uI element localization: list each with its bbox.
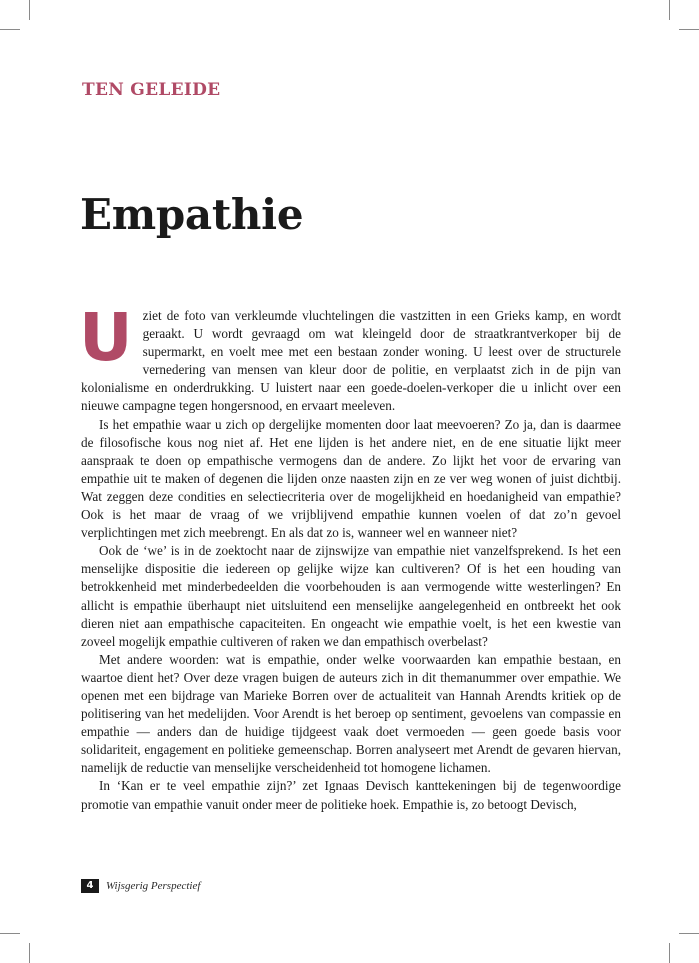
- crop-mark-bottom-right: [669, 943, 670, 963]
- crop-mark-bottom-right-h: [679, 933, 699, 934]
- page-footer: [81, 879, 200, 893]
- paragraph-1: [79, 299, 621, 416]
- crop-mark-top-left-h: [0, 29, 20, 30]
- paragraph-5: In ‘Kan er te veel empathie zijn?’ zet Ignaas Devisch kanttekeningen bij de tegenwoordige promotie van empathie vanuit onder meer de politieke hoek. Empathie is, zo betoogt Devisch,: [81, 778, 621, 812]
- section-label: TEN GELEIDE: [82, 80, 221, 100]
- paragraph-4: Met andere woorden: wat is empathie, onder welke voorwaarden kan empathie bestaan, en waartoe dient het? Over deze vragen buigen de auteurs zich in dit themanummer over empathie. We openen met een bijdrage van Marieke Borren over de actualiteit van Hannah Arendts kritiek op de politisering van het medelijden. Voor Arendt is het beroep op sentiment, gevoelens van compassie en empathie — anders dan de huidige tijdgeest vaak doet vermoeden — geen goede basis voor solidariteit, engagement en politieke gemeenschap. Borren analyseert met Arendt de gevaren hiervan, namelijk de reductie van menselijke verscheidenheid tot homogene lichamen.: [81, 651, 621, 776]
- paragraph-3: Ook de ‘we’ is in de zoektocht naar de zijnswijze van empathie niet vanzelfsprekend. Is het een menselijke dispositie die iedereen op gelijke wijze kan cultiveren? Of is het een houding van betrokkenheid met minderbedeelden die voorbehouden is aan vermogende witte westerlingen? En allicht is empathie überhaupt niet uitsluitend een menselijke aangelegenheid en ontbreekt het ook dieren niet aan empathische capaciteiten. En ongeacht wie empathie voelt, is het een kwestie van zoveel mogelijk empathie cultiveren of raken we dan empathisch overbelast?: [81, 543, 621, 649]
- crop-mark-bottom-left: [29, 943, 30, 963]
- paragraph-1-text: ziet de foto van verkleumde vluchtelingen die vastzitten in een Grieks kamp, en wordt geraakt. U wordt gevraagd om wat kleingeld door de straatkrantverkoper bij de supermarkt, en voelt mee met een bestaan zonder woning. U leest over de structurele vernedering van mensen van kleur door de politie, en verplaatst zich in de pijn van kolonialisme en onderdrukking. U luistert naar een goede-doelen-verkoper die u inlicht over een nieuwe campagne tegen hongersnood, en ervaart meeleven.: [81, 308, 621, 414]
- paragraph-2: Is het empathie waar u zich op dergelijke momenten door laat meevoeren? Zo ja, dan is daarmee de filosofische kous nog niet af. Het ene lijden is het andere niet, en de ene situatie lijkt meer aanspraak te doen op empathische vermogens dan de andere. Zo lijkt het voor de ervaring van empathie uit te maken of degenen die lijden onze naasten zijn en ze ver weg wonen of juist dichtbij. Wat zeggen deze condities en selectiecriteria over de mogelijkheid en hoedanigheid van empathie? Ook is het maar de vraag of we vrijblijvend empathie kunnen voelen of dat zo’n gevoel verplichtingen met zich meebrengt. En als dat zo is, wanneer wel en wanneer niet?: [81, 416, 621, 541]
- crop-mark-bottom-left-h: [0, 933, 20, 934]
- crop-mark-top-right-h: [679, 29, 699, 30]
- crop-mark-top-right: [669, 0, 670, 20]
- drop-cap: U: [79, 299, 133, 376]
- page-number: 4: [81, 879, 99, 893]
- article-title: Empathie: [80, 190, 304, 239]
- crop-mark-top-left: [29, 0, 30, 20]
- journal-title: Wijsgerig Perspectief: [106, 880, 201, 892]
- article-body: [79, 299, 621, 814]
